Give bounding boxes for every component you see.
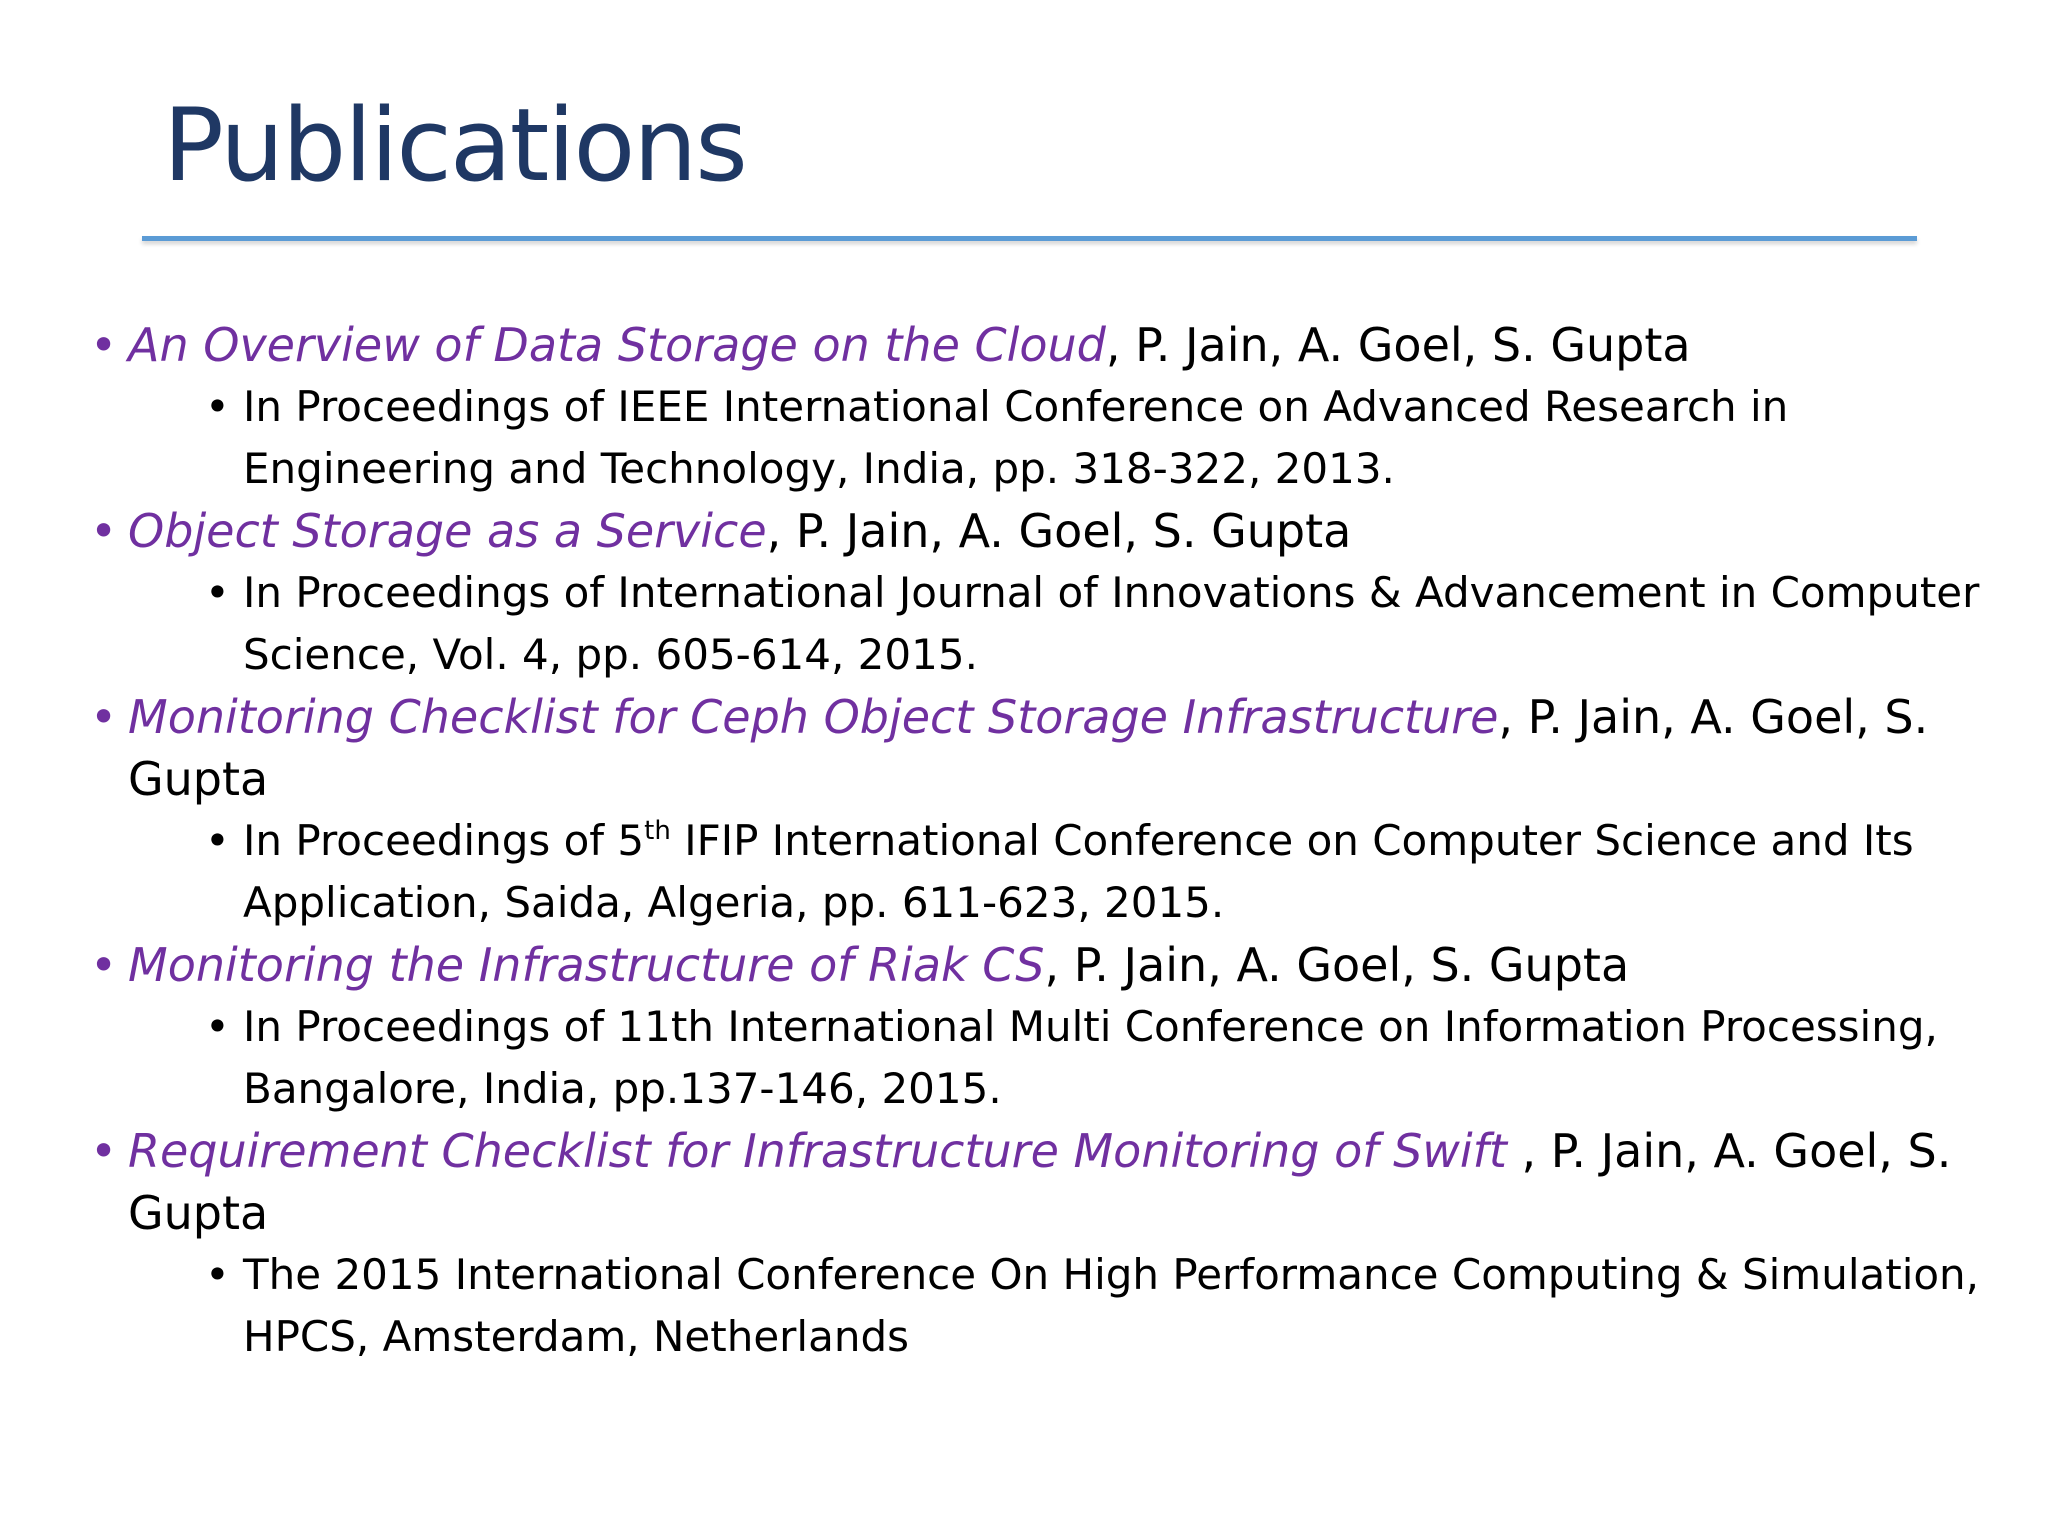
bullet-icon: • xyxy=(205,1002,230,1051)
venue-text: In Proceedings of International Journal of Innovations & Advancement in Computer Science, Vol. 4, pp. 605-614, 2015. xyxy=(243,568,1980,679)
bullet-icon: • xyxy=(90,1124,118,1178)
publication-item xyxy=(90,934,2010,1120)
publication-title: Monitoring Checklist for Ceph Object Storage Infrastructure xyxy=(128,690,1499,744)
venue-superscript: th xyxy=(644,816,671,846)
bullet-icon: • xyxy=(205,1250,230,1299)
publication-venue xyxy=(205,996,2010,1120)
publication-item xyxy=(90,314,2010,500)
bullet-icon: • xyxy=(205,568,230,617)
publication-item xyxy=(90,500,2010,686)
publication-item xyxy=(90,686,2010,934)
publication-venue xyxy=(205,562,2010,686)
slide-title: Publications xyxy=(163,86,746,204)
publication-authors: , P. Jain, A. Goel, S. Gupta xyxy=(1105,318,1691,372)
venue-text: In Proceedings of 11th International Multi Conference on Information Processing, Bangalore, India, pp.137-146, 2015. xyxy=(243,1002,1938,1113)
publication-title: Monitoring the Infrastructure of Riak CS xyxy=(128,938,1045,992)
publication-details xyxy=(128,996,2010,1120)
publication-authors: , P. Jain, A. Goel, S. Gupta xyxy=(128,1124,1952,1240)
publication-list xyxy=(90,314,2010,1368)
publication-authors: , P. Jain, A. Goel, S. Gupta xyxy=(766,504,1352,558)
publication-venue xyxy=(205,376,2010,500)
venue-text: The 2015 International Conference On High Performance Computing & Simulation, HPCS, Amsterdam, Netherlands xyxy=(243,1250,1980,1361)
publication-venue xyxy=(205,810,2010,934)
publication-title: An Overview of Data Storage on the Cloud xyxy=(128,318,1106,372)
publication-venue xyxy=(205,1244,2010,1368)
publication-details xyxy=(128,810,2010,934)
bullet-icon: • xyxy=(205,382,230,431)
publication-details xyxy=(128,376,2010,500)
publication-title: Object Storage as a Service xyxy=(128,504,767,558)
bullet-icon: • xyxy=(90,318,118,372)
publication-details xyxy=(128,1244,2010,1368)
publication-title: Requirement Checklist for Infrastructure Monitoring of Swift xyxy=(128,1124,1507,1178)
publication-item xyxy=(90,1120,2010,1368)
publication-details xyxy=(128,562,2010,686)
publication-authors: , P. Jain, A. Goel, S. Gupta xyxy=(128,690,1929,806)
bullet-icon: • xyxy=(90,504,118,558)
publication-authors: , P. Jain, A. Goel, S. Gupta xyxy=(1044,938,1630,992)
bullet-icon: • xyxy=(90,938,118,992)
bullet-icon: • xyxy=(205,816,230,865)
venue-text: In Proceedings of IEEE International Conference on Advanced Research in Engineering and Technology, India, pp. 318-322, 2013. xyxy=(243,382,1789,493)
bullet-icon: • xyxy=(90,690,118,744)
venue-text-after: IFIP International Conference on Computer Science and Its Application, Saida, Algeria, pp. 611-623, 2015. xyxy=(243,816,1914,927)
venue-text-before: In Proceedings of 5 xyxy=(243,816,645,865)
title-underline xyxy=(142,236,1917,241)
